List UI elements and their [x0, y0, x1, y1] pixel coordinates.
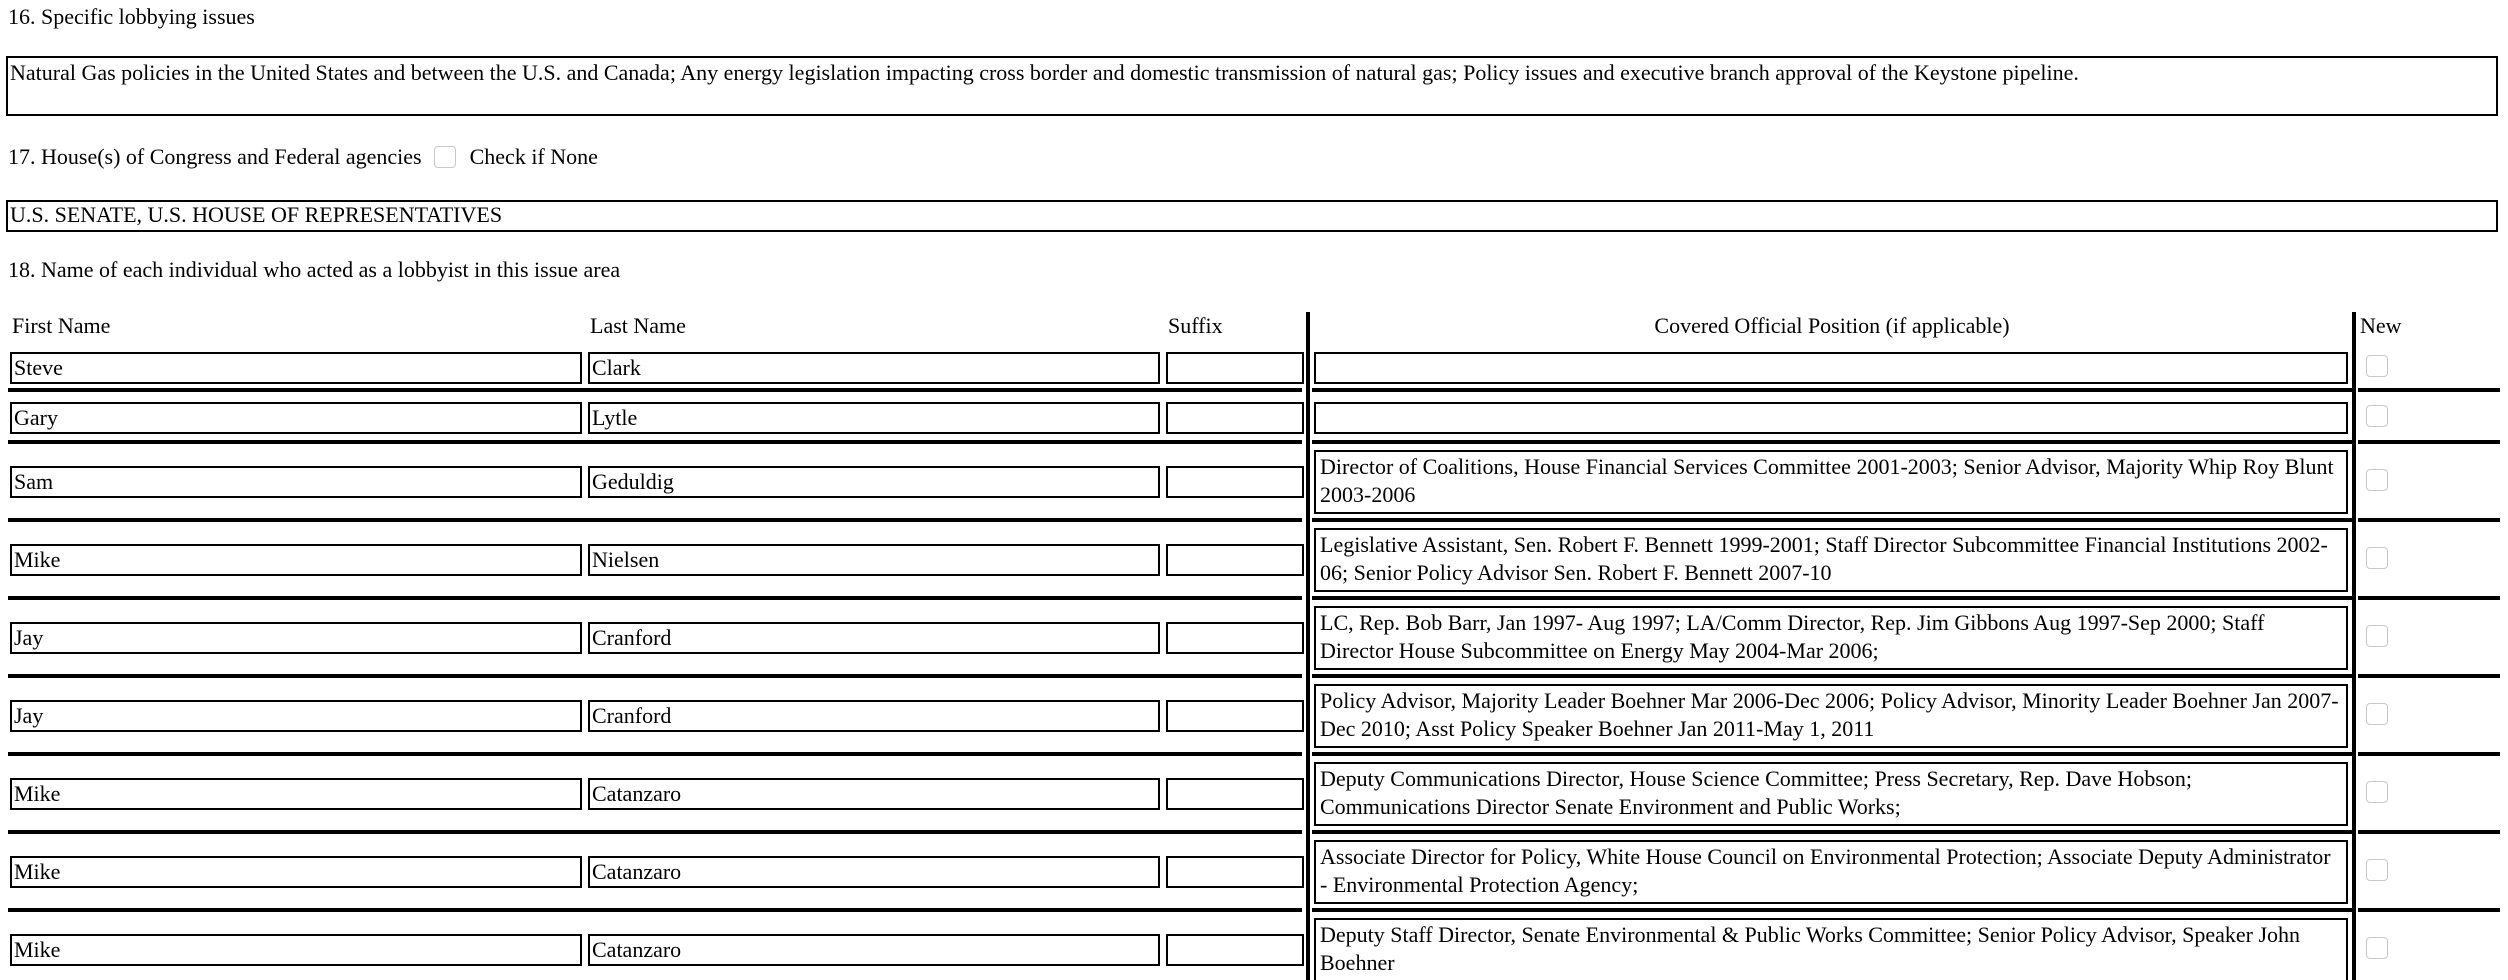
first-name-input[interactable]: Mike [10, 856, 582, 888]
header-suffix: Suffix [1168, 313, 1223, 338]
covered-position-input[interactable]: Legislative Assistant, Sen. Robert F. Bennett 1999-2001; Staff Director Subcommittee Financial Institutions 2002-06; Senior Policy Advisor Sen. Robert F. Bennett 2007-10 [1314, 528, 2348, 592]
section-16-label: 16. Specific lobbying issues [8, 4, 255, 29]
row-divider [1312, 752, 2352, 756]
row-divider [8, 518, 1302, 522]
new-checkbox[interactable] [2366, 937, 2388, 959]
new-checkbox[interactable] [2366, 859, 2388, 881]
row-divider [2358, 752, 2500, 756]
covered-position-input[interactable] [1314, 352, 2348, 384]
row-divider [1312, 830, 2352, 834]
header-new: New [2360, 313, 2402, 338]
row-divider [2358, 518, 2500, 522]
covered-position-input[interactable]: LC, Rep. Bob Barr, Jan 1997- Aug 1997; LA/Comm Director, Rep. Jim Gibbons Aug 1997-Sep 2000; Staff Director House Subcommittee on Energy May 2004-Mar 2006; [1314, 606, 2348, 670]
row-divider [1312, 440, 2352, 444]
last-name-input[interactable]: Cranford [588, 700, 1160, 732]
row-divider [8, 830, 1302, 834]
covered-position-input[interactable]: Policy Advisor, Majority Leader Boehner Mar 2006-Dec 2006; Policy Advisor, Minority Leader Boehner Jan 2007-Dec 2010; Asst Policy Speaker Boehner Jan 2011-May 1, 2011 [1314, 684, 2348, 748]
section-18-label: 18. Name of each individual who acted as a lobbyist in this issue area [8, 257, 621, 282]
suffix-input[interactable] [1166, 622, 1304, 654]
last-name-input[interactable]: Nielsen [588, 544, 1160, 576]
row-divider [2358, 596, 2500, 600]
row-divider [2358, 908, 2500, 912]
suffix-input[interactable] [1166, 352, 1304, 384]
row-divider [8, 440, 1302, 444]
last-name-input[interactable]: Catanzaro [588, 934, 1160, 966]
column-separator-position [1306, 312, 1310, 980]
row-divider [1312, 388, 2352, 392]
row-divider [8, 752, 1302, 756]
first-name-input[interactable]: Gary [10, 402, 582, 434]
first-name-input[interactable]: Mike [10, 544, 582, 576]
suffix-input[interactable] [1166, 934, 1304, 966]
specific-issues-field[interactable]: Natural Gas policies in the United States and between the U.S. and Canada; Any energy legislation impacting cross border and domestic transmission of natural gas; Policy issues and executive branch approval of the Keystone pipeline. [6, 56, 2498, 116]
new-checkbox[interactable] [2366, 355, 2388, 377]
suffix-input[interactable] [1166, 402, 1304, 434]
last-name-input[interactable]: Lytle [588, 402, 1160, 434]
section-17-text: 17. House(s) of Congress and Federal agencies [8, 144, 422, 169]
suffix-input[interactable] [1166, 466, 1304, 498]
section-17-label [8, 144, 598, 170]
row-divider [8, 674, 1302, 678]
new-checkbox[interactable] [2366, 469, 2388, 491]
covered-position-input[interactable]: Associate Director for Policy, White House Council on Environmental Protection; Associate Deputy Administrator - Environmental Protection Agency; [1314, 840, 2348, 904]
header-first-name: First Name [12, 313, 111, 338]
row-divider [8, 596, 1302, 600]
row-divider [1312, 518, 2352, 522]
suffix-input[interactable] [1166, 778, 1304, 810]
new-checkbox[interactable] [2366, 703, 2388, 725]
row-divider [2358, 830, 2500, 834]
suffix-input[interactable] [1166, 544, 1304, 576]
row-divider [8, 388, 1302, 392]
first-name-input[interactable]: Sam [10, 466, 582, 498]
row-divider [1312, 908, 2352, 912]
first-name-input[interactable]: Mike [10, 778, 582, 810]
houses-agencies-field[interactable]: U.S. SENATE, U.S. HOUSE OF REPRESENTATIVES [6, 200, 2498, 232]
covered-position-input[interactable]: Deputy Staff Director, Senate Environmental & Public Works Committee; Senior Policy Advisor, Speaker John Boehner [1314, 918, 2348, 980]
covered-position-input[interactable] [1314, 402, 2348, 434]
row-divider [1312, 674, 2352, 678]
new-checkbox[interactable] [2366, 547, 2388, 569]
row-divider [2358, 674, 2500, 678]
covered-position-input[interactable]: Director of Coalitions, House Financial Services Committee 2001-2003; Senior Advisor, Majority Whip Roy Blunt 2003-2006 [1314, 450, 2348, 514]
last-name-input[interactable]: Clark [588, 352, 1160, 384]
suffix-input[interactable] [1166, 856, 1304, 888]
covered-position-input[interactable]: Deputy Communications Director, House Science Committee; Press Secretary, Rep. Dave Hobson; Communications Director Senate Environment and Public Works; [1314, 762, 2348, 826]
header-position: Covered Official Position (if applicable) [1654, 313, 2010, 338]
last-name-input[interactable]: Catanzaro [588, 778, 1160, 810]
check-if-none-label: Check if None [469, 144, 598, 169]
row-divider [2358, 388, 2500, 392]
new-checkbox[interactable] [2366, 781, 2388, 803]
check-if-none-checkbox[interactable] [434, 146, 456, 168]
row-divider [8, 908, 1302, 912]
row-divider [1312, 596, 2352, 600]
new-checkbox[interactable] [2366, 405, 2388, 427]
first-name-input[interactable]: Steve [10, 352, 582, 384]
last-name-input[interactable]: Catanzaro [588, 856, 1160, 888]
first-name-input[interactable]: Jay [10, 700, 582, 732]
column-separator-new [2352, 312, 2356, 980]
new-checkbox[interactable] [2366, 625, 2388, 647]
row-divider [2358, 440, 2500, 444]
first-name-input[interactable]: Mike [10, 934, 582, 966]
last-name-input[interactable]: Cranford [588, 622, 1160, 654]
suffix-input[interactable] [1166, 700, 1304, 732]
first-name-input[interactable]: Jay [10, 622, 582, 654]
last-name-input[interactable]: Geduldig [588, 466, 1160, 498]
header-last-name: Last Name [590, 313, 686, 338]
